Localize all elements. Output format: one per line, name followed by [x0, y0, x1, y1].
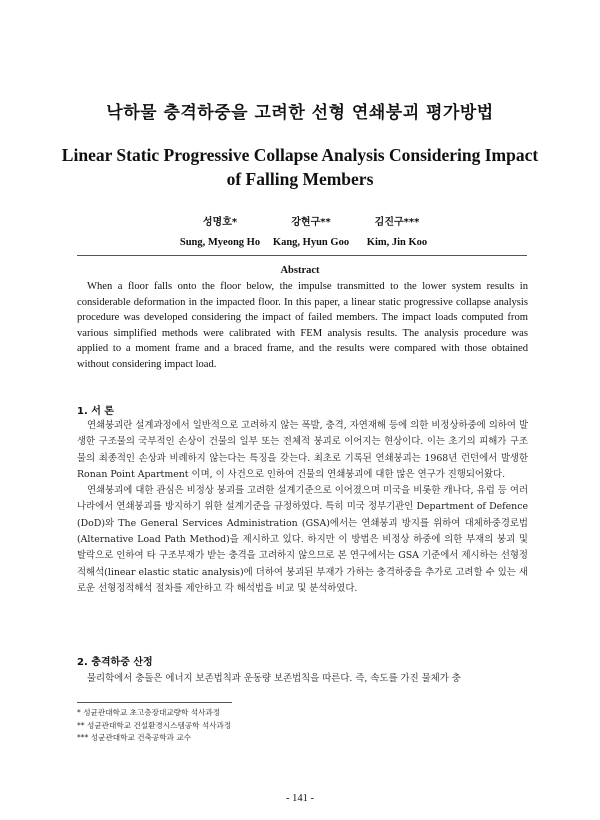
author-name-ko: 성명호* [202, 217, 238, 228]
author-3 [322, 216, 472, 250]
paragraph: 연쇄붕괴에 대한 관심은 비정상 붕괴를 고려한 설계기준으로 이어졌으며 미국을 비롯한 캐나다, 유럽 등 여러 나라에서 연쇄붕괴를 방지하기 위한 설계기준을 규정하였다. 특히 미국 정부기관인 Department of Defence (DoD)와 The General Services Administration (GSA)에서는 연쇄붕괴 방지를 위하여 대체하중경로법(Alternative Load Path Method)을 제시하고 있다. 하지만 이 방법은 비정상 하중에 의한 부재의 붕괴 및 탈락으로 인하여 타 구조부재가 받는 충격을 고려하지 않으므로 본 연구에서는 GSA 기준에서 제시하는 선형정적해석(linear elastic static analysis)에 더하여 붕괴된 부재가 가하는 충격하중을 추가로 고려할 수 있는 새로운 선형정적해석 절차를 제안하고 각 해석법을 비교 및 분석하였다. [77, 485, 528, 594]
abstract-text: When a floor falls onto the floor below, the impulse transmitted to the lower system results in considerable deformation in the impacted floor. In this paper, a linear static progressive collapse analysis procedure was developed considering the impact of failed members. The impact loads computed from various simplified methods were calibrated with FEM analysis results. The analysis procedure was applied to a moment frame and a braced frame, and the results were compared with those obtained without considering impact load. [77, 281, 528, 370]
header-divider [77, 255, 527, 256]
page-number: - 141 - [286, 793, 314, 804]
paragraph: 연쇄붕괴란 설계과정에서 일반적으로 고려하지 않는 폭발, 충격, 자연재해 등에 의한 비정상하중에 의하여 발생한 구조물의 국부적인 손상이 건물의 일부 또는 전체적 붕괴로 이어지는 현상이다. 이는 초기의 피해가 구조물의 최종적인 손상과 비례하지 않는다는 특징을 갖는다. 최초로 기록된 연쇄붕괴는 1968년 런던에서 발생한 Ronan Point Apartment 이며, 이 사건으로 인하여 건물의 연쇄붕괴에 대한 많은 연구가 진행되어왔다. [77, 420, 528, 480]
section-body-2 [77, 671, 528, 687]
footnote-divider [77, 702, 232, 703]
author-name-en: Sung, Myeong Ho [179, 237, 261, 248]
author-name-en: Kang, Hyun Goo [272, 237, 350, 248]
footnote: * 성균관대학교 초고층장대교량학 석사과정 [77, 708, 221, 717]
abstract-heading: Abstract [280, 265, 320, 276]
section-body-1 [77, 418, 528, 597]
author-name-ko: 김진구*** [374, 217, 420, 228]
title-korean: 낙하물 충격하중을 고려한 선형 연쇄붕괴 평가방법 [106, 103, 494, 123]
title-english: Linear Static Progressive Collapse Analysis Considering Impact of Falling Members [61, 145, 539, 189]
section-heading-2: 2. 충격하중 산정 [77, 657, 153, 668]
footnotes [77, 707, 477, 745]
footnote: ** 성균관대학교 건설환경시스템공학 석사과정 [77, 720, 232, 730]
footnote: *** 성균관대학교 건축공학과 교수 [77, 733, 191, 742]
author-name-en: Kim, Jin Koo [366, 237, 428, 248]
author-name-ko: 강현구** [291, 217, 331, 228]
paragraph: 물리학에서 충돌은 에너지 보존법칙과 운동량 보존법칙을 따른다. 즉, 속도를 가진 물체가 충 [87, 673, 461, 684]
section-heading-1: 1. 서 론 [77, 406, 115, 417]
